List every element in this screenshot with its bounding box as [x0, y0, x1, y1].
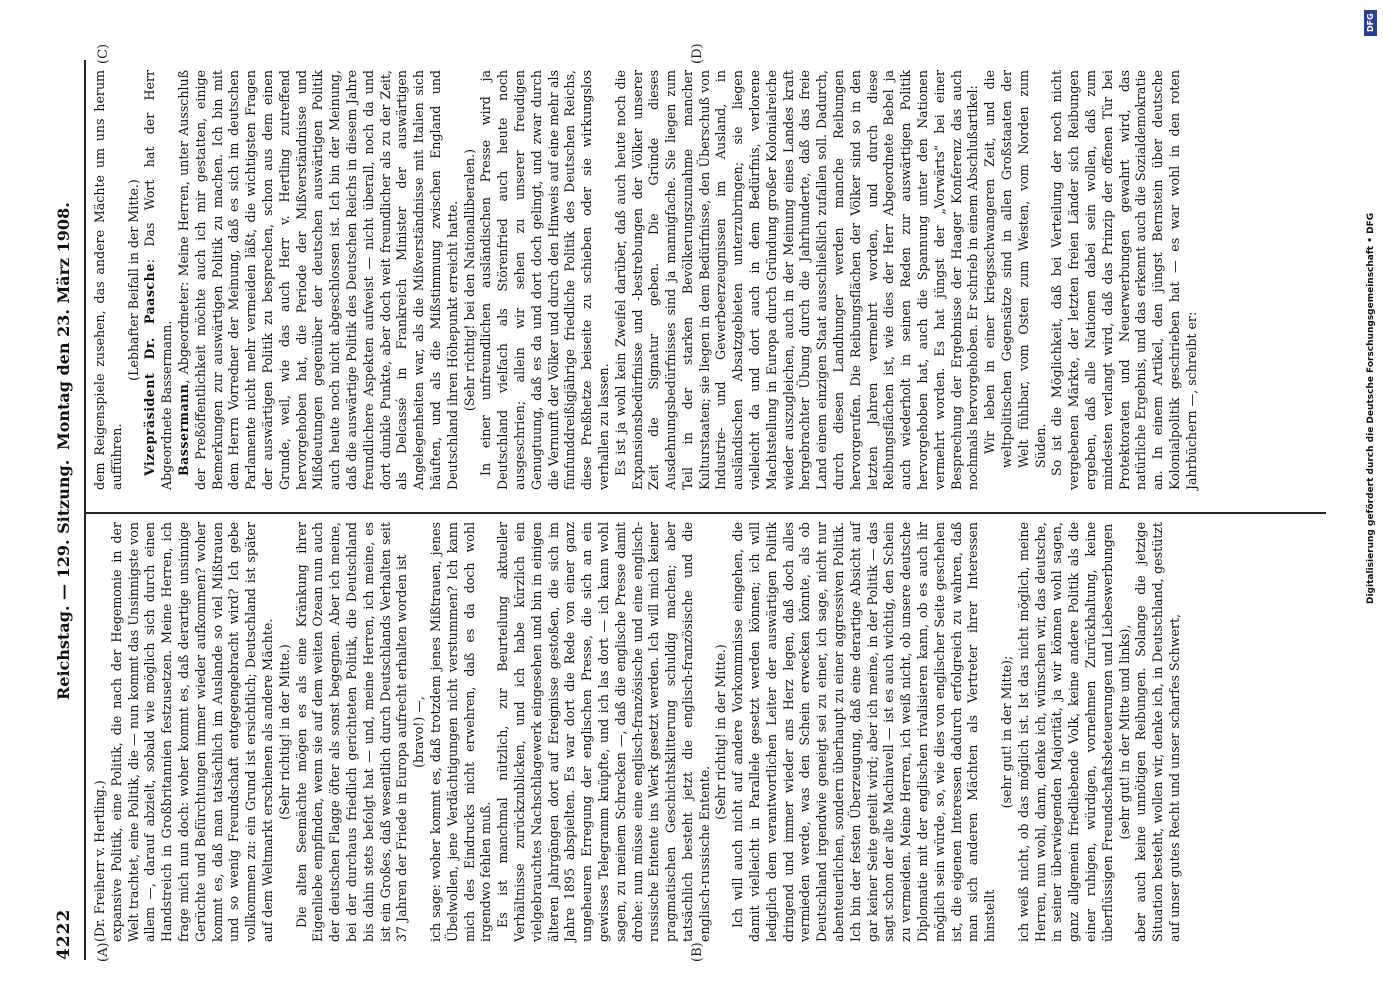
column-divider [86, 513, 1326, 515]
paragraph: Die alten Seemächte mögen es als eine Kränkung ihrer Eigenliebe empfinden, wenn sie auf dem weiten Ozean nun auch der deutschen Flagge öfter als sonst begegnen. Aber ich meine, bei der durchaus friedlich gerichteten Politik, die Deutschland bis dahin stets befolgt hat — und, meine Herren, ich meine, es ist ein Großes, daß wesentlich durch Deutschlands Verhalten seit 37 Jahren der Friede in Europa aufrecht erhalten worden ist [293, 522, 410, 942]
interjection: (Lebhafter Beifall in der Mitte.) [125, 179, 141, 381]
speaker-name: Bassermann [175, 383, 191, 476]
paragraph: expansive Politik, eine Politik, die nach der Hegemonie in der Welt trachtet, eine Politik, die — nun kommt das Unsinnigste von allem —, darauf abzielt, sobald wie möglich sich durch einen Handstreich in Großbritannien festzusetzen. Meine Herren, ich frage mich nun doch: woher kommt es, daß derartige unsinnige Gerüchte und Befürchtungen immer wieder aufkommen? woher kommt es, daß man tatsächlich im Auslande so viel Mißtrauen und so wenig Freundschaft entgegengebracht wird? Ich gebe vollkommen zu: ein Grund ist ersichtlich; Deutschland ist später auf dem Weltmarkt erschienen als andere Mächte. [108, 522, 275, 942]
interjection: (Sehr richtig! in der Mitte.) [276, 644, 292, 820]
paragraph: aber auch keine unnötigen Reibungen. Solange die jetzige Situation besteht, wollen wir, denke ich, in Deutschland, gestützt auf unser gutes Recht und unser scharfes Schwert, [1133, 522, 1182, 942]
right-running-head: Montag den 23. März 1908. [54, 202, 73, 450]
dfg-logo-icon: DFG [1364, 10, 1377, 36]
left-running-head: Reichstag. — 129. Sitzung. [54, 459, 73, 700]
margin-marker-d: (D) [690, 43, 705, 64]
paragraph: ich weiß nicht, ob das möglich ist. Ist das nicht möglich, meine Herren, nun wohl, dann, denke ich, wünschen wir, das deutsche, in seiner überwiegenden Majorität, ja wir können wohl sagen, ganz allgemein friedliebende Volk, keine andere Politik als die einer ruhigen, würdigen, vornehmen Zurückhaltung, keine überflüssigen Freundschaftsbeteuerungen und Liebeswerbungen [1015, 522, 1115, 942]
speaker-announcement: Vizepräsident Dr. Paasche: Das Wort hat der Herr Abgeordnete Bassermann. [142, 70, 175, 490]
paragraph: Bassermann, Abgeordneter: Meine Herren, unter Ausschluß der Preßöffentlichkeit möchte auch ich mir gestatten, einige Bemerkungen zur auswärtigen Politik zu machen. Ich bin mit dem Herrn Vorredner der Meinung, daß es sich im deutschen Parlamente nicht mehr vermeiden läßt, die wichtigsten Fragen der auswärtigen Politik zu besprechen, schon aus dem einen Grunde, weil, wie das auch Herr v. Hertling zutreffend hervorgehoben hat, die Periode der Mißverständnisse und Mißdeutungen gegenüber der deutschen auswärtigen Politik auch heute noch nicht abgeschlossen ist. Ich bin der Meinung, daß die auswärtige Politik des Deutschen Reichs in diesem Jahre freundlichere Aspekten aufweist — nicht überall, noch da und dort dunkle Punkte, aber doch weit freundlicher als zu der Zeit, als Delcassé in Frankreich Minister der auswärtigen Angelegenheiten war, als die Mißverständnisse mit Italien sich häuften, und als die Mißstimmung zwischen England und Deutschland ihren Höhepunkt erreicht hatte. [175, 70, 460, 490]
interjection: (Sehr richtig! in der Mitte.) [713, 644, 729, 820]
speaker-line: (Dr. Freiherr v. Hertling.) [92, 780, 107, 942]
interjection: (Sehr richtig! bei den Nationalliberalen.) [461, 148, 477, 412]
paragraph: So ist die Möglichkeit, daß bei Verteilung der noch nicht vergebenen Märkte, der letzten freien Länder sich Reibungen ergeben, daß alle Nationen dabei sein wollen, daß zum mindesten verlangt wird, daß das Prinzip der offenen Tür bei Protektoraten und Neuerwerbungen gewahrt wird, das natürliche Ergebnis, und das erkennt auch die Sozialdemokratie an. In einem Artikel, den jüngst Bernstein über deutsche Kolonialpolitik geschrieben hat — es war wohl in den roten Jahrbüchern —, schreibt er: [1049, 70, 1199, 490]
paragraph: Ich will auch nicht auf andere Vorkommnisse eingehen, die damit vielleicht in Parallele gesetzt werden können; ich will lediglich dem verantwortlichen Leiter der auswärtigen Politik dringend und immer wieder ans Herz legen, daß doch alles vermieden werde, was den Schein erwecken könnte, als ob Deutschland irgendwie geneigt sei zu einer, ich sage, nicht nur abenteuerlichen, sondern überhaupt zu einer aggressiven Politik. Ich bin der festen Überzeugung, daß eine derartige Absicht auf gar keiner Seite geteilt wird; aber ich meine, in der Politik — das sagt schon der alte Machiavell — ist es auch wichtig, den Schein zu vermeiden. Meine Herren, ich weiß nicht, ob unsere deutsche Diplomatie mit der englischen rivalisieren kann, ob es auch ihr möglich sein würde, so, wie dies von englischer Seite geschehen ist, die eigenen Interessen dadurch erfolgreich zu wahren, daß man sich anderen Mächten als Vertreter ihrer Interessen hinstellt [730, 522, 998, 942]
digitization-note: Digitalisierung gefördert durch die Deutsche Forschungsgemeinschaft • DFG [1366, 212, 1376, 604]
page-number: 4222 [54, 908, 74, 960]
interjection: (bravo!) —, [411, 696, 427, 768]
interjection: (sehr gut! in der Mitte und links), [1116, 624, 1132, 840]
quotation: Wir leben in einer kriegsschwangeren Zeit, und die weltpolitischen Gegensätze sind in allen Großstaaten der Welt fühlbar, vom Osten zum Westen, vom Norden zum Süden. [982, 70, 1048, 468]
margin-marker-c: (C) [96, 43, 111, 64]
left-column [92, 522, 1184, 942]
paragraph: In einer unfreundlichen ausländischen Presse wird ja Deutschland vielfach als Störenfried auch heute noch ausgeschrien; allein wir sehen zu unserer freudigen Genugtuung, daß es da und dort doch gelingt, und zwar durch die Vernunft der Völker und durch den Hinweis auf eine mehr als fünfunddreißigjährige friedliche Politik des Deutschen Reichs, diese Preßhetze beiseite zu schieben oder sie wirkungslos verhallen zu lassen. [478, 70, 611, 490]
running-header [50, 60, 80, 960]
right-column [92, 70, 1201, 490]
header-rule [84, 60, 86, 960]
paragraph: Es ist manchmal nützlich, zur Beurteilung aktueller Verhältnisse zurückzublicken, und ich habe kürzlich ein vielgebrauchtes Nachschlagewerk eingesehen und bin in einigen älteren Jahrgängen dort auf Ereignisse gestoßen, die sich im Jahre 1895 abspielten. Es war dort die Rede von einer ganz ungeheuren Erregung der englischen Presse, die sich an ein gewisses Telegramm knüpfte, und ich las dort — ich kann wohl sagen, zu meinem Schrecken —, daß die englische Presse damit drohe: nun müsse eine englisch-französische und eine englisch-russische Entente ins Werk gesetzt werden. Ich will mich keiner pragmatischen Geschichtsklitterung schuldig machen; aber tatsächlich besteht jetzt die englisch-französische und die englisch-russische Entente. [495, 522, 712, 942]
paragraph: ich sage: woher kommt es, daß trotzdem jenes Mißtrauen, jenes Übelwollen, jene Verdächtigungen nicht verstummen? Ich kann mich des Eindrucks nicht erwehren, daß es da doch wohl irgendwo fehlen muß. [427, 522, 494, 942]
paragraph: dem Reigenspiele zusehen, das andere Mächte um uns herum aufführen. [92, 70, 124, 490]
margin-marker-b: (B) [690, 942, 705, 962]
speaker-name: Vizepräsident Dr. Paasche [142, 263, 158, 476]
paragraph: Es ist ja wohl kein Zweifel darüber, daß auch heute noch die Expansionsbedürfnisse und -bestrebungen der Völker unserer Zeit die Signatur geben. Die Gründe dieses Ausdehnungsbedürfnisses sind ja mannigfache. Sie liegen zum Teil in der starken Bevölkerungszunahme mancher Kulturstaaten; sie liegen in dem Bedürfnisse, den Überschuß von Industrie- und Gewerbeerzeugnissen im Ausland, in ausländischen Absatzgebieten unterzubringen; sie liegen vielleicht da und dort auch in dem Bedürfnis, verlorene Machtstellung in Europa durch Gründung großer Kolonialreiche wieder auszugleichen, auch in der Meinung eines Landes kraft hergebrachter Übung durch die Jahrhunderte, daß das freie Land einem einzigen Staat ausschließlich zufallen soll. Dadurch, durch diesen Landhunger werden manche Reibungen hervorgerufen. Die Reibungsflächen der Völker sind so in den letzten Jahren vermehrt worden, und durch diese Reibungsflächen ist, wie dies der Herr Abgeordnete Bebel ja auch wiederholt in seinen Reden zur auswärtigen Politik hervorgehoben hat, auch die Spannung unter den Nationen vermehrt worden. Es hat jüngst der „Vorwärts“ bei einer Besprechung der Ergebnisse der Haager Konferenz das auch nochmals hervorgehoben. Er schrieb in einem Abschlußartikel: [612, 70, 981, 490]
margin-marker-a: (A) [96, 942, 111, 962]
interjection: (sehr gut! in der Mitte); [999, 655, 1015, 809]
